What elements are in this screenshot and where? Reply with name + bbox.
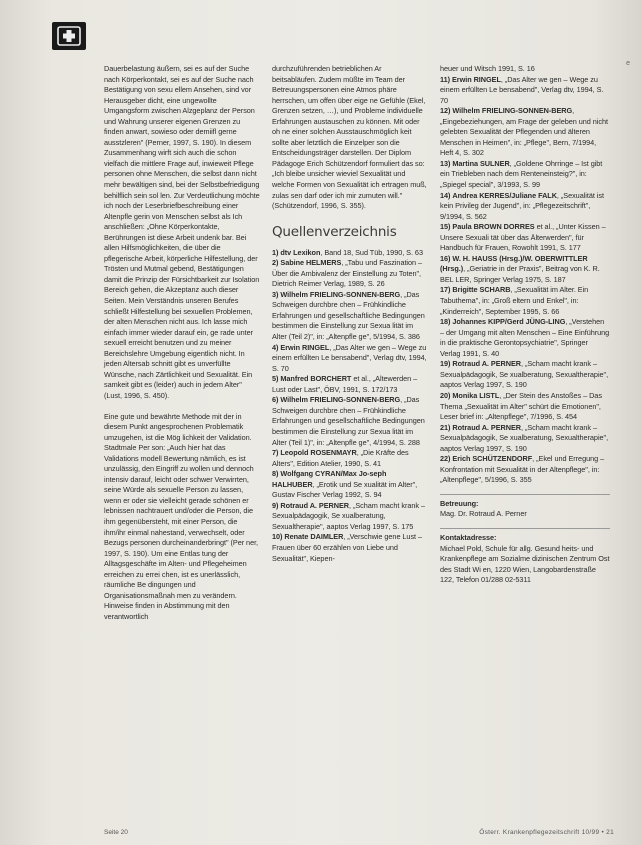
reference-author: Erwin RINGEL bbox=[280, 342, 330, 352]
reference-item bbox=[272, 395, 428, 448]
reference-author: Rotraud A. PERNER bbox=[280, 500, 349, 510]
reference-text: , „Das Schweigen durchbre chen – Frühkindliche Erfahrungen und gesellschaftliche Bedingungen bestimmen die Einstellung zur Sexua lität im Alter (Teil 2)", in: „Altenpfle ge", 5/1994, S. 386 bbox=[272, 289, 425, 342]
reference-text: , „Sexualität im Alter. Ein Tabuthema", in: „Groß eltern und Enkel", in: „Kinderreich", September 1995, S. 66 bbox=[440, 285, 589, 316]
reference-text: , „Scham macht krank – Sexualpädagogik, Se xualberatung, Sexualtherapie", aaptos Verlag 1997, S. 175 bbox=[272, 500, 425, 531]
reference-list bbox=[272, 248, 428, 564]
footer-right: Österr. Krankenpflegezeitschrift 10/99 • 21 bbox=[479, 829, 614, 836]
reference-item bbox=[272, 290, 428, 343]
reference-number: 15) bbox=[440, 222, 451, 232]
reference-number: 9) bbox=[272, 500, 279, 510]
reference-number: 11) bbox=[440, 74, 450, 84]
reference-author: Brigitte SCHARB bbox=[452, 285, 511, 295]
reference-number: 5) bbox=[272, 374, 279, 384]
reference-item bbox=[440, 222, 610, 254]
reference-item bbox=[272, 501, 428, 533]
reference-author: Erwin RINGEL bbox=[451, 74, 501, 84]
reference-author: Rotraud A. PERNER bbox=[452, 359, 522, 369]
reference-text: , „Ekel und Erregung – Konfrontation mit Sexualität in der Altenpflege", in: „Altenpflege", 5/1996, S. 355 bbox=[440, 454, 605, 485]
reference-item bbox=[440, 106, 610, 159]
body-paragraph: Eine gute und bewährte Methode mit der in diesem Punkt angesprochenen Problematik umzugehen, ist die Mög lichkeit der Validation. Stadtmale Per son: „Auch hier hat das Validations modell Bewertung nämlich, es ist unzulässig, den Eingriff zu wollen und dennoch intensiv darauf, leicht oder schwer Verwirrten, seine Würde als sexuelle Person zu lassen, wenn er oder sie vielleicht gerade schönen er lebnissen nachtrauert und/oder die Person, die ihm gegenübersteht, mit einer Person, die ihm/ihr einmal nahestand, verwechselt, oder Bezugs personen durcheinanderbringt" (Per ner, 1997, S. 190). Um eine Entlas tung der Alltagsgeschäfte im Alten- und Pflegeheimen erreichen zu errei chen, ist es unerlässlich, räumliche Be dingungen und Organisationsmaßnah men zu verändern. Hinweise finden in Abstimmung mit den verantwortlich bbox=[104, 411, 259, 621]
reference-author: Sabine HELMERS bbox=[280, 258, 342, 268]
reference-item bbox=[272, 248, 428, 259]
reference-item bbox=[440, 75, 610, 107]
reference-text: , „Goldene Ohrringe – Ist gibt ein Triebleben nach dem Renteneinsteig?", in: „Spiegel special", 3/1993, S. 99 bbox=[440, 158, 603, 190]
reference-text: et al., „Unter Kissen – Unsere Sexuali tät über das Älterwerden", für Handbuch für Frauen, Rowohlt 1991, S. 177 bbox=[440, 222, 606, 253]
reference-author: W. H. HAUSS (Hrsg.)/W. OBERWITTLER (Hrsg.) bbox=[440, 253, 588, 274]
reference-number: 10) bbox=[272, 532, 283, 542]
reference-author: Erich SCHÜTZENDORF bbox=[452, 454, 533, 464]
reference-text: , „Scham macht krank – Sexualpädagogik, Se xualberatung, Sexualtherapie", aaptos Verlag 1997, S. 190 bbox=[440, 359, 609, 390]
reference-author: Rotraud A. PERNER bbox=[452, 422, 522, 432]
reference-item bbox=[272, 469, 428, 501]
footer-left: Seite 20 bbox=[104, 829, 128, 836]
reference-author: Leopold ROSENMAYR bbox=[280, 448, 357, 458]
reference-item bbox=[272, 258, 428, 290]
reference-item bbox=[272, 374, 428, 395]
reference-author: Manfred BORCHERT bbox=[280, 374, 352, 384]
reference-number: 4) bbox=[272, 342, 279, 352]
reference-author: dtv Lexikon bbox=[280, 247, 321, 257]
reference-number: 16) bbox=[440, 253, 451, 263]
reference-text: , „Eingebeziehungen, am Frage der geleben und nicht gelebten Sexualität der Pflegenden und älteren Menschen in Heimen", in: „Pflege", Bern, 7/1994, Heft 4, S. 302 bbox=[440, 106, 608, 158]
reference-item bbox=[440, 191, 610, 223]
reference-text: , „Das Alter we gen – Wege zu einem erfüllten Le bensabend", Verlag dtv, 1994, S. 70 bbox=[272, 342, 427, 373]
reference-author: Andrea KERRES/Juliane FALK bbox=[452, 190, 557, 200]
page-edge-mark: e bbox=[626, 60, 630, 67]
reference-number: 6) bbox=[272, 395, 279, 405]
reference-item bbox=[440, 317, 610, 359]
kontakt-label: Kontaktadresse: bbox=[440, 532, 497, 542]
reference-author: Wilhelm FRIELING-SONNEN-BERG bbox=[280, 289, 401, 299]
reference-item bbox=[272, 532, 428, 564]
kontakt-text: Michael Pold, Schule für allg. Gesund heits- und Krankenpflege am Sozialme dizinischen Zentrum Ost des Stadt Wi en, 1220 Wien, Langobardenstraße 122, Telefon 01/288 02-5311 bbox=[440, 543, 610, 585]
reference-author: Wilhelm FRIELING-SONNEN-BERG bbox=[280, 395, 401, 405]
reference-author: Wilhelm FRIELING-SONNEN-BERG bbox=[452, 106, 573, 116]
reference-text: et al., „Altewerden – Lust oder Last", ÖBV, 1991, S. 172/173 bbox=[272, 374, 418, 394]
reference-number: 1) bbox=[272, 247, 279, 257]
text-column-3 bbox=[440, 64, 610, 586]
reference-text: , „Das Alter we gen – Wege zu einem erfüllten Le bensabend", Verlag dtv, 1994, S. 70 bbox=[440, 74, 604, 105]
reference-author: Renate DAIMLER bbox=[284, 532, 344, 542]
reference-item bbox=[440, 359, 610, 391]
reference-text: , Band 18, Sud Tüb, 1990, S. 63 bbox=[320, 247, 423, 257]
medical-cross-icon bbox=[52, 22, 86, 50]
reference-list bbox=[440, 64, 610, 486]
reference-text: , „Erotik und Se xualität im Alter", Gustav Fischer Verlag 1992, S. 94 bbox=[272, 479, 418, 500]
body-paragraph: Dauerbelastung äußern, sei es auf der Suche nach Körperkontakt, sei es auf der Suche nach Bestätigung von sexu ellem Ansehen, sind vor Herausgeber dicht, eine ungewollte Umgangsform zwischen Alzgeplanz der Person und Wahrung unserer eigenen Grenzen zu finden anwart, sowieso oder demiifl gerne ausstzleren" (Perner, 1997, S. 190). In diesem Zusammenhang wirft sich auch die schon vielfach die mittlere Frage auf, inwieweit Pflege personen ohne Menschen, die selbst dann nicht mehr bewältigen sind, bei der Selbstbefriedigung behilflich sein sol len. Zur Verdeutlichung möchte ich noch der Leserbriefbeschreibung einer Altenpfle gerin von Menschen selbst als Ich anschließen: „Ohne Körperkontakte, Berührungen ist diese Arbeit undenk bar. Bei allen Hilfsmöglichkeiten, die über die pflegerische Arbeit, körperliche Hilfestellung, der Trösten und Mutmal gebend, Bestätigungen damit die Prinzip der Fürsichtbarkeit zur Isolation Bereich gehen, die Akzeptanz auch dieser Seiten. Mein Verständnis unseren Berufes schließt Hilfestellung bei sexuellen Problemen, der alten Menschen nicht aus. Ich lasse mich einfach immer wieder darauf ein, ge rade unter sexuell erreicht benutzen und zu meiner Bereichslehre Umgebung eigentlich nicht. In jeden Altersab schnitt gibt es unverfüllte Wünsche, nach Zärtlichkeit und Sexualität. Ein samkeit gibt es (leider) auch in jedem Alter" (Lust, 1996, S. 450). bbox=[104, 64, 260, 400]
reference-text: , „Sexualität ist kein Privileg der Jugend", in: „Pflegezeitschrift", 9/1994, S. 562 bbox=[440, 190, 604, 221]
reference-text: , „Tabu und Faszination – Über die Ambivalenz der Einstellung zu Toten", Dietrich Reimer Verlag, 1989, S. 26 bbox=[272, 258, 422, 289]
reference-text: , „Die Kräfte des Alters", Edition Atelier, 1990, S. 41 bbox=[272, 448, 409, 468]
reference-number: 14) bbox=[440, 190, 451, 200]
reference-item bbox=[440, 285, 610, 317]
reference-number: 7) bbox=[272, 448, 279, 458]
reference-author: Johannes KIPP/Gerd JÜNG-LING bbox=[452, 317, 566, 327]
reference-text: , „Verstehen – der Umgang mit alten Menschen – Eine Einführung in die praktische Gerontopsychiatrie", Springer Verlag 1991, S. 40 bbox=[440, 317, 610, 358]
reference-number: 3) bbox=[272, 289, 279, 299]
reference-number: 17) bbox=[440, 285, 451, 295]
divider bbox=[440, 494, 610, 495]
reference-number: 20) bbox=[440, 390, 451, 400]
reference-number: 8) bbox=[272, 469, 279, 479]
reference-text: , „Das Schweigen durchbre chen – Frühkindliche Erfahrungen und gesellschaftliche Bedingungen bestimmen die Einstellung zur Sexua lität im Alter (Teil 1)", in: „Altenpfle ge", 4/1994, S. 288 bbox=[272, 395, 425, 447]
reference-number: 12) bbox=[440, 106, 451, 116]
reference-item bbox=[440, 391, 610, 423]
text-column-1 bbox=[104, 64, 260, 622]
reference-item bbox=[272, 343, 428, 375]
reference-item bbox=[440, 159, 610, 191]
body-paragraph: durchzuführenden betrieblichen Ar beitsabläufen. Zudem müßte im Team der Betreuungspersonen eine Atmos phäre herrschen, um offen über eige ne Gefühle (Ekel, Grenzen setzen, …), und Probleme individuelle Erfahrungen austauschen zu können. Mit oder oh ne einer solchen Ausstauschmöglich keit sollte aber letztlich die Einzelper son die Entscheidungsträger darstellen. Der Diplom Pädagoge Erich Schützendorf formuliert das so: „Ich bleibe unsicher wieviel Sexualität und welche Formen von Sexualität ich ertragen muß, zulas sen darf oder ich mir zumuten will." (Schützendorf, 1996, S. 355). bbox=[272, 64, 427, 211]
reference-text: , „Scham macht krank – Sexualpädagogik, Se xualberatung, Sexualtherapie", aaptos Verlag 1997, S. 190 bbox=[440, 422, 609, 453]
reference-item bbox=[272, 448, 428, 469]
reference-author: Wolfgang CYRAN/Max Jo-seph HALHUBER bbox=[272, 469, 387, 489]
reference-text: , „Geriatrie in der Praxis", Beitrag von K. R. BEL LER, Springer Verlag 1975, S. 187 bbox=[440, 264, 600, 284]
reference-text: , „Verschwie gene Lust – Frauen über 60 erzählen von Liebe und Sexualität", Kiepen- bbox=[272, 532, 423, 563]
section-heading: Quellenverzeichnis bbox=[272, 223, 397, 240]
betreuung-text: Mag. Dr. Rotraud A. Perner bbox=[440, 509, 527, 519]
divider bbox=[440, 528, 610, 529]
reference-number: 13) bbox=[440, 158, 451, 168]
reference-item bbox=[440, 254, 610, 286]
reference-number: 18) bbox=[440, 317, 451, 327]
reference-item bbox=[440, 423, 610, 455]
reference-author: Paula BROWN DORRES bbox=[452, 222, 535, 232]
reference-number: 21) bbox=[440, 422, 451, 432]
reference-author: Martina SULNER bbox=[452, 158, 510, 168]
reference-author: Monika LISTL bbox=[452, 390, 500, 400]
reference-number: 2) bbox=[272, 258, 279, 268]
reference-text: heuer und Witsch 1991, S. 16 bbox=[440, 64, 535, 73]
reference-item bbox=[440, 454, 610, 486]
betreuung-label: Betreuung: bbox=[440, 498, 479, 508]
reference-item bbox=[440, 64, 610, 75]
reference-number: 22) bbox=[440, 454, 451, 464]
reference-number: 19) bbox=[440, 359, 451, 369]
reference-text: , „Der Stein des Anstoßes – Das Thema „Sexualität im Alter" schürt die Emotionen", Leser brief in: „Altenpflege", 7/1996, S. 454 bbox=[440, 390, 602, 422]
text-column-2 bbox=[272, 64, 428, 564]
